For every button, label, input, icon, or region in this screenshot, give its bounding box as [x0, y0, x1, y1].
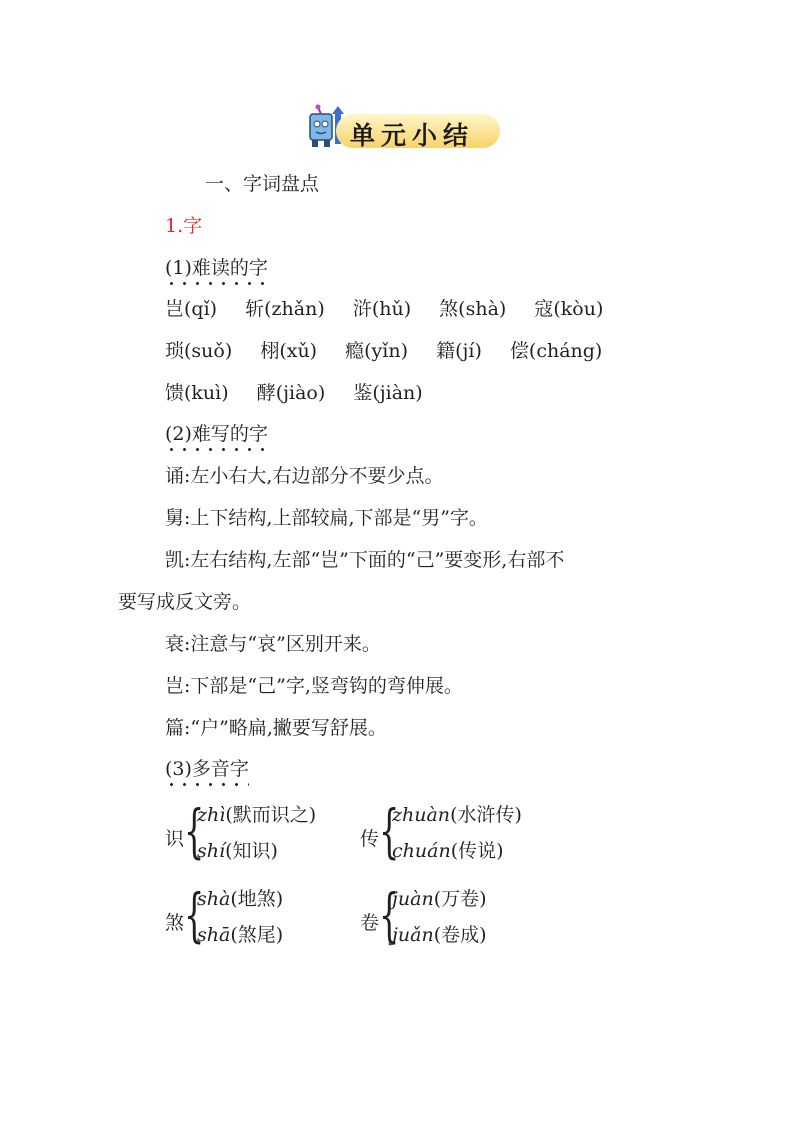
hard-read-item: 馈(kuì) [165, 382, 229, 404]
hard-write-item: 衰:注意与“哀”区别开来。 [165, 633, 381, 655]
polyphonic-label-text: (3)多音字 [165, 758, 249, 780]
reading-2: chuán(传说) [392, 840, 504, 862]
reading-1: zhuàn(水浒传) [392, 804, 522, 826]
hard-write-item: 舅:上下结构,上部较扁,下部是“男”字。 [165, 507, 488, 529]
brace-icon: { [379, 881, 400, 949]
polyphonic-char: 煞 [165, 912, 185, 934]
hard-write-label [165, 420, 268, 448]
hard-read-label [165, 254, 268, 282]
hard-read-row [165, 379, 445, 407]
hard-read-row [165, 337, 624, 365]
brace-icon: { [379, 797, 400, 865]
polyphonic-group [360, 881, 580, 954]
section-heading: 一、字词盘点 [205, 173, 320, 195]
hard-read-item: 栩(xǔ) [260, 340, 318, 362]
polyphonic-char: 卷 [360, 912, 380, 934]
hard-read-label-text: (1)难读的字 [165, 257, 268, 279]
page-title: 单元小结 [350, 121, 475, 150]
reading-1: juàn(万卷) [392, 888, 487, 910]
hard-read-item: 煞(shà) [439, 298, 507, 320]
hard-read-item: 琐(suǒ) [165, 340, 233, 362]
hard-read-item: 鉴(jiàn) [353, 382, 423, 404]
reading-2: juǎn(卷成) [392, 924, 487, 946]
reading-1: shà(地煞) [197, 888, 284, 910]
hard-write-item: 凯:左右结构,左部“岂”下面的“己”要变形,右部不 [165, 549, 565, 571]
hard-read-item: 寇(kòu) [534, 298, 604, 320]
hard-write-label-text: (2)难写的字 [165, 423, 268, 445]
unit-summary-banner [298, 104, 508, 150]
hard-write-item-continued: 要写成反文旁。 [118, 591, 252, 613]
polyphonic-group [360, 797, 580, 870]
reading-2: shí(知识) [197, 840, 278, 862]
hard-read-row [165, 295, 625, 323]
hard-read-item: 酵(jiào) [256, 382, 326, 404]
hard-read-item: 岂(qǐ) [165, 298, 218, 320]
polyphonic-char: 传 [360, 828, 380, 850]
polyphonic-label [165, 755, 249, 783]
polyphonic-group [165, 797, 355, 870]
hard-read-item: 瘾(yǐn) [345, 340, 409, 362]
hard-read-item: 籍(jí) [436, 340, 482, 362]
hard-write-item: 诵:左小右大,右边部分不要少点。 [165, 465, 444, 487]
polyphonic-group [165, 881, 355, 954]
hard-read-item: 偿(cháng) [509, 340, 603, 362]
reading-1: zhì(默而识之) [197, 804, 317, 826]
reading-2: shā(煞尾) [197, 924, 284, 946]
polyphonic-char: 识 [165, 828, 185, 850]
hard-write-item: 篇:“户”略扁,撇要写舒展。 [165, 717, 387, 739]
hard-read-item: 浒(hǔ) [352, 298, 412, 320]
hard-read-item: 斩(zhǎn) [245, 298, 325, 320]
brace-icon: { [184, 881, 205, 949]
brace-icon: { [184, 797, 205, 865]
part-label: 1.字 [165, 215, 203, 237]
hard-write-item: 岂:下部是“己”字,竖弯钩的弯伸展。 [165, 675, 463, 697]
